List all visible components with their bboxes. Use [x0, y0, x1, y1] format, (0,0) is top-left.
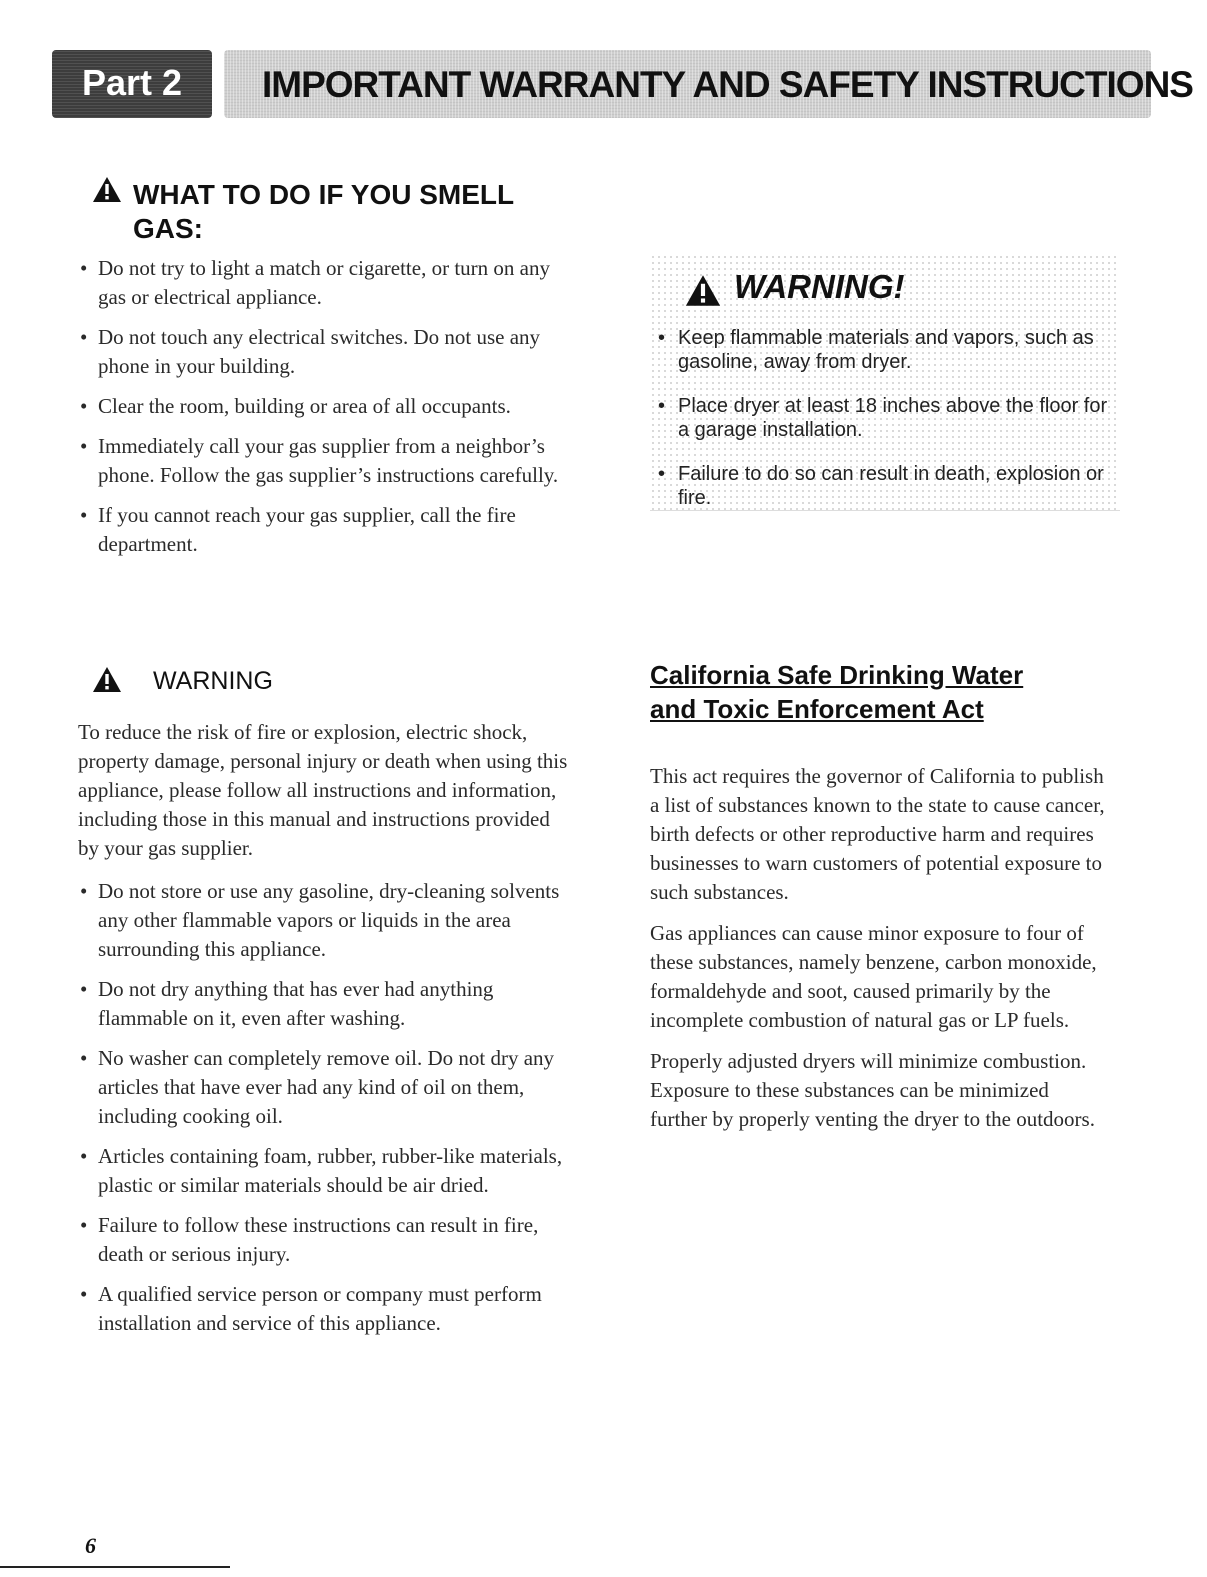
list-item-text: Clear the room, building or area of all occupants. [98, 394, 511, 418]
header-banner [52, 50, 1193, 118]
list-item [78, 1211, 568, 1269]
bullet: • [80, 256, 88, 280]
list-item-text: Keep flammable materials and vapors, such as gasoline, away from dryer. [678, 327, 1094, 373]
list-item [658, 326, 1118, 374]
list-item [78, 323, 568, 381]
list-item-text: Do not touch any electrical switches. Do not use any phone in your building. [98, 325, 541, 378]
gas-heading-line1: WHAT TO DO IF YOU SMELL [133, 179, 515, 210]
california-heading [650, 658, 1130, 726]
bullet: • [80, 1213, 88, 1237]
page-number: 6 [85, 1533, 96, 1558]
list-item [78, 254, 568, 312]
warning-triangle-icon [684, 274, 722, 307]
warning-triangle-icon [92, 176, 122, 203]
list-item [78, 1044, 568, 1131]
part-label-box [52, 50, 212, 118]
list-item-text: Failure to follow these instructions can result in fire, death or serious injury. [98, 1213, 539, 1266]
warning-list [78, 877, 568, 1338]
gas-heading-line2: GAS: [133, 213, 203, 244]
bullet: • [80, 325, 88, 349]
list-item-text: No washer can completely remove oil. Do not dry any articles that have ever had any kind of oil on them, including cooking oil. [98, 1046, 555, 1128]
california-heading-line2: and Toxic Enforcement Act [650, 694, 984, 724]
bullet: • [658, 327, 666, 349]
bullet: • [658, 395, 666, 417]
list-item [658, 462, 1118, 510]
list-item-text: A qualified service person or company must perform installation and service of this appliance. [98, 1282, 542, 1335]
bullet: • [80, 977, 88, 1001]
list-item [78, 392, 568, 421]
list-item [78, 1142, 568, 1200]
list-item-text: Articles containing foam, rubber, rubber-like materials, plastic or similar materials should be air dried. [98, 1144, 563, 1197]
warning-heading: WARNING [153, 667, 273, 695]
bullet: • [80, 394, 88, 418]
list-item [658, 394, 1118, 442]
part-label: Part 2 [81, 62, 183, 103]
list-item-text: Do not dry anything that has ever had anything flammable on it, even after washing. [98, 977, 494, 1030]
bullet: • [80, 1282, 88, 1306]
bottom-rule [0, 1566, 230, 1568]
title-box [224, 50, 1193, 118]
list-item [78, 975, 568, 1033]
warning-section-body [78, 718, 568, 1349]
warning-box [650, 254, 1120, 511]
list-item [78, 432, 568, 490]
page-title: IMPORTANT WARRANTY AND SAFETY INSTRUCTIONS [262, 64, 1193, 105]
list-item-text: Failure to do so can result in death, explosion or fire. [678, 463, 1104, 509]
california-paragraph: Properly adjusted dryers will minimize combustion. Exposure to these substances can be minimized further by properly venting the dryer to the outdoors. [650, 1049, 1095, 1131]
warning-intro: To reduce the risk of fire or explosion, electric shock, property damage, personal injury or death when using this appliance, please follow all instructions and information, including those in this manual and instructions provided by your gas supplier. [78, 720, 568, 860]
bullet: • [80, 503, 88, 527]
california-paragraph: This act requires the governor of California to publish a list of substances known to the state to cause cancer, birth defects or other reproductive harm and requires businesses to warn customers of potential exposure to such substances. [650, 764, 1105, 904]
list-item-text: Do not store or use any gasoline, dry-cleaning solvents any other flammable vapors or liquids in the area surrounding this appliance. [98, 879, 560, 961]
california-paragraph: Gas appliances can cause minor exposure to four of these substances, namely benzene, carbon monoxide, formaldehyde and soot, caused primarily by the incomplete combustion of natural gas or LP fuels. [650, 921, 1097, 1032]
list-item-text: Place dryer at least 18 inches above the floor for a garage installation. [678, 395, 1108, 441]
bullet: • [80, 1144, 88, 1168]
warning-box-list [658, 326, 1118, 530]
gas-heading [133, 178, 514, 246]
list-item-text: Do not try to light a match or cigarette, or turn on any gas or electrical appliance. [98, 256, 550, 309]
list-item-text: Immediately call your gas supplier from a neighbor’s phone. Follow the gas supplier’s instructions carefully. [98, 434, 559, 487]
list-item [78, 877, 568, 964]
list-item-text: If you cannot reach your gas supplier, call the fire department. [98, 503, 516, 556]
bullet: • [80, 879, 88, 903]
bullet: • [658, 463, 666, 485]
bullet: • [80, 434, 88, 458]
bullet: • [80, 1046, 88, 1070]
list-item [78, 1280, 568, 1338]
list-item [78, 501, 568, 559]
california-heading-line1: California Safe Drinking Water [650, 660, 1024, 690]
gas-list [78, 254, 568, 559]
warning-box-title: WARNING! [734, 268, 905, 305]
gas-list-container [78, 254, 568, 570]
warning-triangle-icon [92, 666, 122, 693]
california-body [650, 762, 1110, 1146]
